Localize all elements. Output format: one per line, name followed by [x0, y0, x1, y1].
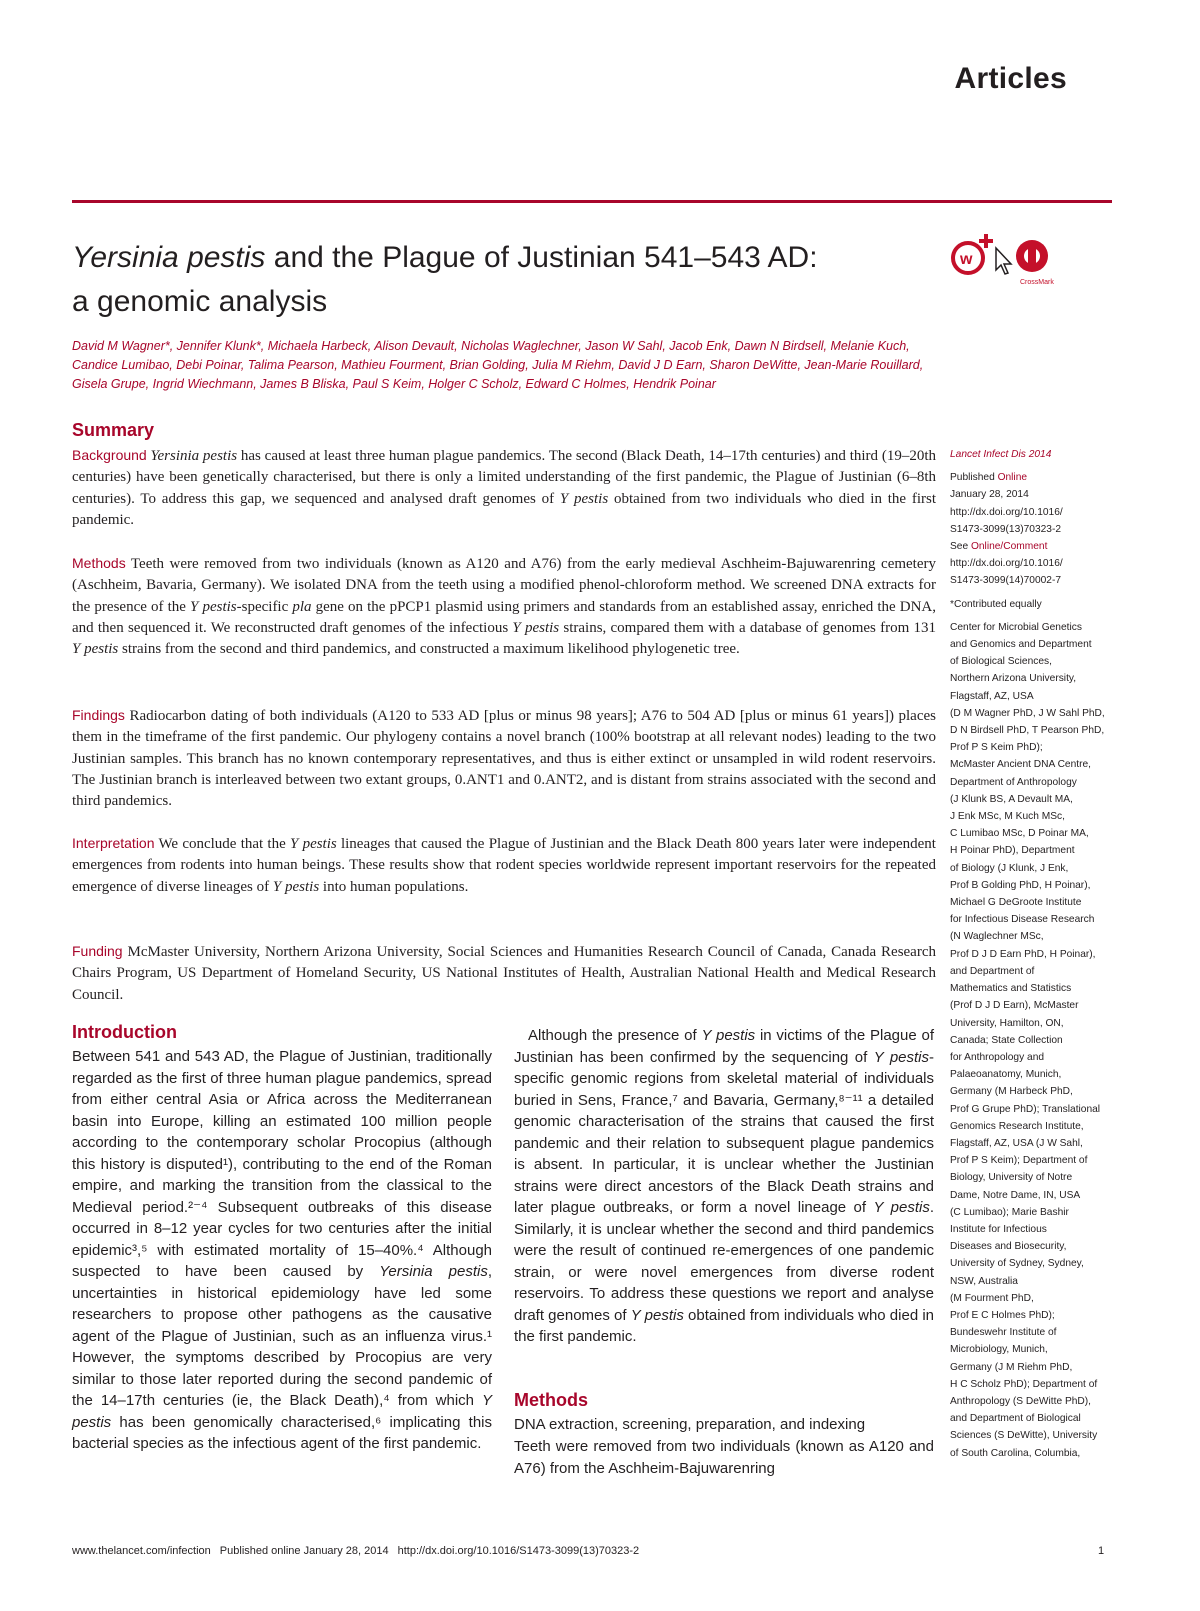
species-name: Y pestis — [630, 1306, 684, 1324]
article-sidebar — [950, 446, 1110, 1462]
methods-text: Teeth were removed from two individuals (known as A120 and A76) from the Aschheim-Bajuwarenring — [514, 1438, 934, 1477]
affiliation-line: J Enk MSc, M Kuch MSc, — [950, 811, 1065, 823]
article-badges — [950, 232, 1070, 288]
affiliation-line: (Prof D J D Earn), McMaster — [950, 1000, 1079, 1012]
introduction-column-1 — [72, 1046, 492, 1455]
affiliation-line: of Biology (J Klunk, J Enk, — [950, 862, 1069, 874]
affiliation-line: Bundeswehr Institute of — [950, 1327, 1057, 1339]
affiliation-line: Mathematics and Statistics — [950, 983, 1072, 995]
cursor-icon — [996, 248, 1011, 274]
top-rule — [72, 200, 1112, 203]
abstract-interpretation — [72, 833, 936, 898]
text-span: McMaster University, Northern Arizona University, Social Sciences and Humanities Research Council of Canada, Canada Research Chairs Program, US Department of Homeland Security, US National Institutes of Health, Australian National Health and Medical Research Council. — [72, 944, 936, 1003]
affiliation-line: of South Carolina, Columbia, — [950, 1447, 1081, 1459]
affiliation-line: and Genomics and Department — [950, 639, 1092, 651]
affiliation-line: C Lumibao MSc, D Poinar MA, — [950, 828, 1089, 840]
affiliation-line: (N Waglechner MSc, — [950, 931, 1044, 943]
species-name: Y pestis — [289, 836, 337, 852]
affiliation-line: Palaeoanatomy, Munich, — [950, 1069, 1062, 1081]
affiliation-line: (D M Wagner PhD, J W Sahl PhD, — [950, 707, 1105, 719]
affiliation-line: Microbiology, Munich, — [950, 1344, 1048, 1356]
abstract-background — [72, 445, 936, 531]
findings-label: Findings — [72, 707, 125, 723]
text-span: has caused at least three human plague pandemics. The second (Black Death, 14–17th centuries) and third (19–20th centuries) have been genetically characterised, but there is only a limited understanding of the first pandemic, the Plague of Justinian (6–8th centuries). To address this gap, we sequenced and analysed draft genomes of — [72, 448, 936, 507]
text-span: lineages that caused the Plague of Justinian and the Black Death 800 years later were independent emergences from rodents into human beings. These results show that rodent species worldwide represent important reservoirs for the repeated emergence of diverse lineages of — [72, 836, 936, 895]
page-footer — [72, 1545, 639, 1557]
affiliation-line: (C Lumibao); Marie Bashir — [950, 1206, 1069, 1218]
affiliation-line: Center for Microbial Genetics — [950, 621, 1082, 633]
species-name: Y pestis — [72, 641, 119, 658]
title-line2: a genomic analysis — [72, 285, 328, 318]
gene-name: pla — [292, 598, 312, 615]
affiliation-line: Prof P S Keim PhD); — [950, 742, 1043, 754]
text-span: Although the presence of — [528, 1027, 702, 1044]
summary-heading: Summary — [72, 420, 155, 440]
species-name: Y pestis — [72, 1392, 492, 1431]
text-span: . Similarly, it is unclear whether the second and third pandemics were the result of continued re-emergences of one pandemic strain, or were novel emergences from diverse rodent reservoirs. To address these questions we report and analyse draft genomes of — [514, 1199, 934, 1324]
species-name: Y pestis — [873, 1048, 929, 1066]
text-span: gene on the pPCP1 plasmid using primers and standards from an established assay, enriched the DNA, and then sequenced it. We reconstructed draft genomes of the infectious — [72, 598, 937, 636]
affiliation-line: (M Fourment PhD, — [950, 1292, 1034, 1304]
published-date: January 28, 2014 — [950, 489, 1029, 501]
abstract-findings — [72, 705, 936, 812]
text-span: strains from the second and third pandemics, and constructed a maximum likelihood phylogenetic tree. — [118, 641, 740, 658]
affiliation-line: Diseases and Biosecurity, — [950, 1241, 1067, 1253]
abstract-funding — [72, 941, 936, 1006]
affiliation-line: and Department of Biological — [950, 1413, 1081, 1425]
affiliation-line: Prof B Golding PhD, H Poinar), — [950, 879, 1091, 891]
affiliation-line: Flagstaff, AZ, USA (J W Sahl, — [950, 1137, 1083, 1149]
affiliation-line: Canada; State Collection — [950, 1034, 1063, 1046]
online-label: Online — [997, 472, 1028, 484]
affiliation-line: Germany (J M Riehm PhD, — [950, 1361, 1073, 1373]
affiliation-line: Prof E C Holmes PhD); — [950, 1309, 1055, 1321]
affiliation-line: McMaster Ancient DNA Centre, — [950, 759, 1091, 771]
species-name: Yersinia pestis — [379, 1263, 488, 1280]
svg-text:w: w — [960, 251, 973, 268]
text-span: has been genomically characterised,⁶ implicating this bacterial species as the infectious agent of the first pandemic. — [72, 1413, 492, 1452]
affiliation-line: for Infectious Disease Research — [950, 914, 1095, 926]
affiliation-line: Genomics Research Institute, — [950, 1120, 1084, 1132]
affiliation-line: Flagstaff, AZ, USA — [950, 690, 1034, 702]
doi-link[interactable]: http://dx.doi.org/10.1016/ — [950, 506, 1063, 518]
methods-label: Methods — [72, 555, 126, 571]
text-span: strains, compared them with a database of genomes from 131 — [559, 619, 936, 636]
affiliation-line: Michael G DeGroote Institute — [950, 897, 1082, 909]
background-label: Background — [72, 447, 147, 463]
doi-link-cont[interactable]: S1473-3099(14)70002-7 — [950, 575, 1062, 587]
page-number: 1 — [1098, 1545, 1105, 1557]
affiliation-line: NSW, Australia — [950, 1275, 1018, 1287]
affiliation-line: Institute for Infectious — [950, 1223, 1047, 1235]
footer-doi[interactable]: http://dx.doi.org/10.1016/S1473-3099(13)70323-2 — [397, 1545, 640, 1557]
published-line — [950, 469, 1110, 486]
comment-link[interactable]: Online/Comment — [970, 541, 1048, 553]
affiliation-line: (J Klunk BS, A Devault MA, — [950, 793, 1073, 805]
affiliation-line: D N Birdsell PhD, T Pearson PhD, — [950, 725, 1105, 737]
species-name: Y pestis — [559, 490, 609, 507]
author-list: David M Wagner*, Jennifer Klunk*, Michaela Harbeck, Alison Devault, Nicholas Waglechner, Jason W Sahl, Jacob Enk, Dawn N Birdsell, Melanie Kuch, Candice Lumibao, Debi Poinar, Talima Pearson, Mathieu Fourment, Brian Golding, Julia M Riehm, David J D Earn, Sharon DeWitte, Jean-Marie Rouillard, Gisela Grupe, Ingrid Wiechmann, James B Bliska, Paul S Keim, Holger C Scholz, Edward C Holmes, Hendrik Poinar — [72, 339, 924, 391]
interpretation-label: Interpretation — [72, 835, 155, 851]
title-line1: and the Plague of Justinian 541–543 AD: — [265, 241, 818, 274]
affiliation-line: Prof P S Keim); Department of — [950, 1155, 1088, 1167]
species-name: Y pestis — [512, 619, 560, 636]
text-span: Teeth were removed from two individuals (known as A120 and A76) from the early medieval Aschheim-Bajuwarenring cemetery (Aschheim, Bavaria, Germany). We isolated DNA from the teeth using a modified phenol-chloroform method. We screened DNA extracts for the presence of the — [72, 556, 936, 615]
species-name: Y pestis — [873, 1199, 930, 1216]
introduction-column-2 — [514, 1025, 934, 1348]
text-span: -specific — [236, 598, 293, 615]
text-span: We conclude that the — [154, 836, 290, 852]
affiliation-line: H Poinar PhD), Department — [950, 845, 1075, 857]
affiliation-line: H C Scholz PhD); Department of — [950, 1378, 1098, 1390]
affiliation-line: Prof D J D Earn PhD, H Poinar), — [950, 948, 1096, 960]
text-span: Between 541 and 543 AD, the Plague of Justinian, traditionally regarded as the first of three human plague pandemics, spread from either central Asia or Africa across the Mediterranean basin into Europe, killing an estimated 100 million people according to the contemporary scholar Procopius (although this history is disputed¹), contributing to the end of the Roman empire, and marking the transition from the classical to the Medieval period.²⁻⁴ Subsequent outbreaks of this disease occurred in 8–12 year cycles for two centuries after the initial epidemic³,⁵ with estimated mortality of 15–40%.⁴ Although suspected to have been caused by — [72, 1048, 492, 1280]
affiliation-line: for Anthropology and — [950, 1051, 1045, 1063]
see-label: See — [950, 541, 971, 553]
affiliation-line: Sciences (S DeWitte), University — [950, 1430, 1098, 1442]
species-name: Y pestis — [701, 1027, 756, 1044]
section-label: Articles — [954, 62, 1067, 95]
text-span: Radiocarbon dating of both individuals (A120 to 533 AD [plus or minus 98 years]; A76 to 504 AD [plus or minus 61 years]) places them in the timeframe of the first pandemic. Our phylogeny contains a novel branch (100% bootstrap at all relevant nodes) leading to the two Justinian samples. This branch has no known contemporary representatives, and thus is either extinct or unsampled in wild rodent reservoirs. The Justinian branch is interleaved between two extant groups, 0.ANT1 and 0.ANT2, and is distant from strains associated with the second and third pandemics. — [72, 708, 936, 810]
affiliation-line: Dame, Notre Dame, IN, USA — [950, 1189, 1081, 1201]
affiliations — [950, 619, 1110, 1462]
species-name: Y pestis — [272, 878, 320, 895]
abstract-methods — [72, 553, 936, 660]
text-span: in victims of the Plague of Justinian has been confirmed by the sequencing of — [514, 1027, 934, 1066]
doi-link-cont[interactable]: S1473-3099(13)70323-2 — [950, 523, 1062, 535]
open-access-crossmark-icons — [950, 232, 1070, 288]
text-span: , uncertainties in historical epidemiology have led some researchers to propose other pathogens as the causative agent of the Plague of Justinian, such as an influenza virus.¹ However, the symptoms described by Procopius are very similar to those later reported during the second pandemic of the 14–17th centuries (ie, the Black Death),⁴ from which — [72, 1263, 492, 1409]
published-label: Published — [950, 472, 998, 484]
affiliation-line: Germany (M Harbeck PhD, — [950, 1086, 1073, 1098]
affiliation-line: Department of Anthropology — [950, 776, 1077, 788]
text-span: obtained from individuals who died in the first pandemic. — [514, 1306, 935, 1345]
text-span: into human populations. — [319, 878, 469, 895]
affiliation-line: University, Hamilton, ON, — [950, 1017, 1064, 1029]
article-title — [72, 236, 932, 324]
title-italic: Yersinia pestis — [72, 241, 266, 274]
affiliation-line: Anthropology (S DeWitte PhD), — [950, 1395, 1091, 1407]
doi-link[interactable]: http://dx.doi.org/10.1016/ — [950, 558, 1063, 570]
species-name: Yersinia pestis — [150, 448, 238, 464]
affiliation-line: Prof G Grupe PhD); Translational — [950, 1103, 1101, 1115]
affiliation-line: Biology, University of Notre — [950, 1172, 1073, 1184]
methods-subheading: DNA extraction, screening, preparation, and indexing — [514, 1416, 866, 1433]
affiliation-line: University of Sydney, Sydney, — [950, 1258, 1084, 1270]
footer-site[interactable]: www.thelancet.com/infection — [72, 1545, 211, 1557]
species-name: Y pestis — [190, 598, 237, 615]
affiliation-line: Northern Arizona University, — [950, 673, 1077, 685]
crossmark-label: CrossMark — [1020, 279, 1054, 286]
affiliation-line: of Biological Sciences, — [950, 656, 1052, 668]
journal-citation: Lancet Infect Dis 2014 — [950, 449, 1052, 460]
see-line — [950, 538, 1110, 555]
methods-heading: Methods — [514, 1390, 588, 1410]
affiliation-line: and Department of — [950, 965, 1035, 977]
funding-label: Funding — [72, 943, 123, 959]
footer-published: Published online January 28, 2014 — [219, 1545, 389, 1557]
contributed-note: *Contributed equally — [950, 598, 1042, 610]
text-span: obtained from two individuals who died in the first pandemic. — [72, 490, 936, 528]
text-span: -specific genomic regions from skeletal material of individuals buried in Sens, France,⁷ and Bavaria, Germany,⁸⁻¹¹ a detailed genomic characterisation of the strains that caused the first pandemic and their relation to subsequent plague pandemics is absent. In particular, it is unclear whether the Justinian strains were direct ancestors of the Black Death strains and later plague outbreaks, or form a novel lineage of — [514, 1048, 934, 1216]
introduction-heading: Introduction — [72, 1022, 177, 1042]
